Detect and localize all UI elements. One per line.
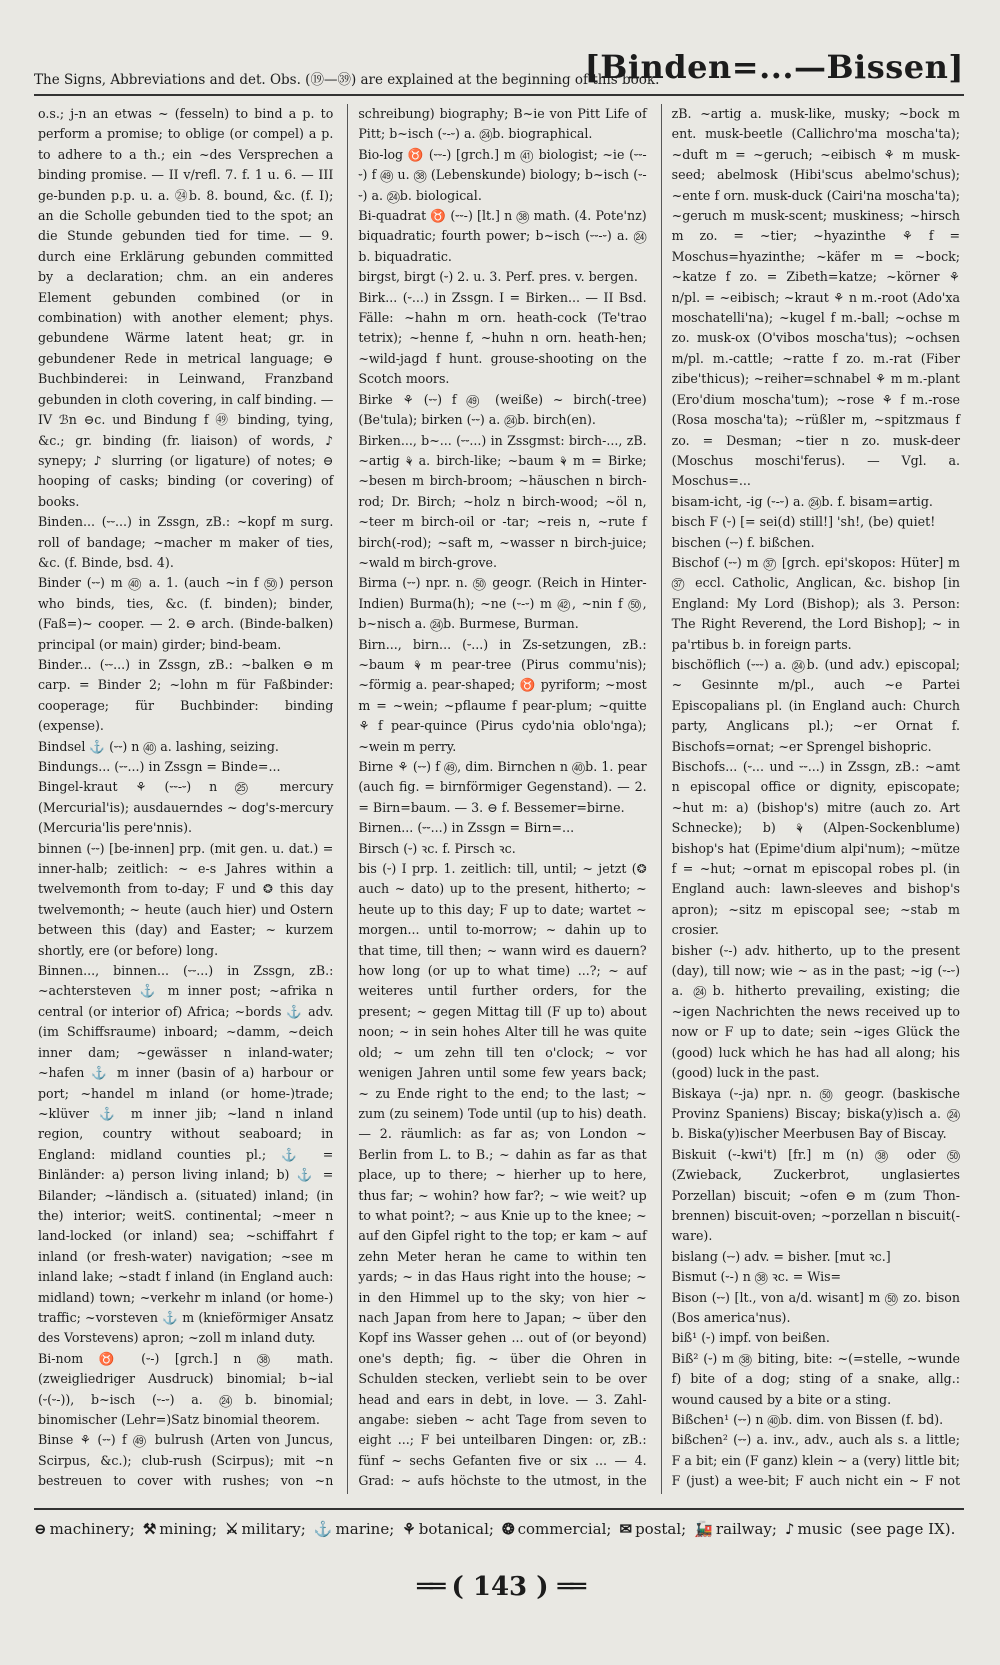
music-icon: ♪ [784,1520,795,1538]
dictionary-entry: Binder (⏑⏑) m ㊵ a. 1. (auch ~in f ㊿) person who binds, ties, &c. (f. binden); binder, (Faß=)~ cooper. — 2. ⊖ arch. (Binde-balken) principal (or main) girder; bind-beam. [38,575,334,652]
dictionary-entry: bischen (⏑⏑) f. bißchen. [671,534,815,550]
legend-item [785,1520,842,1538]
column-left [34,104,337,1494]
legend-item [34,1520,135,1538]
dictionary-entry: bißchen² (⏑⏑) a. inv., adv., auch als s. a little; F a bit; ein (F ganz) klein ~ a (very) little bit; F (just) a wee-bit; F auch nicht ein ~ F not [671,1432,960,1489]
dictionary-entry: Bindsel ⚓ (⏑⏑) n ㊵ a. lashing, seizing. [38,738,279,754]
legend-label: military; [241,1520,306,1538]
legend-label: (see page IX). [850,1520,956,1538]
marine-icon: ⚓ [313,1520,333,1538]
ornament-right: ══ [557,1572,583,1602]
legend-label: mining; [159,1520,218,1538]
legend-label: machinery; [49,1520,135,1538]
dictionary-entry: Biß² (⏑) m ㊳ biting, bite: ~(=stelle, ~wunde f) bite of a dog; sting of a snake, allg.: wound caused by a bite or a sting. [671,1350,960,1407]
column-middle [347,104,650,1494]
dictionary-entry: Birn..., birn... (⏑...) in Zs-setzungen, zB.: ~baum ⚘ m pear-tree (Pirus commu'nis); ~förmig a. pear-shaped; ♉ pyriform; ~most m = ~wein; ~pflaume f pear-plum; ~quitte ⚘ f pear-quince (Pirus cydo'nia oblo'nga); ~wein m perry. [358,636,647,754]
page-number: 143 [472,1572,528,1602]
dictionary-entry: Bismut (⏑-) n ㊳ ꝛc. = Wis= [671,1269,842,1285]
legend-item [694,1520,777,1538]
abbreviations-note: The Signs, Abbreviations and det. Obs. (⑲—㊴) are explained at the beginning of this book. [34,72,660,88]
dictionary-entry: Binnen..., binnen... (⏑⏑...) in Zssgn, zB.: ~achtersteven ⚓ m inner post; ~afrika n central (or interior of) Africa; ~bords ⚓ adv. (im Schiffsraume) inboard; ~damm, ~deich inner dam; ~gewässer n inland-water; ~hafen ⚓ m inner (basin of a) harbour or port; ~handel m inland (or home-)trade; ~klüver ⚓ m inner jib; ~land n inland region, country without seaboard; in England: midland counties pl.; ⚓ = Binländer: a) person living inland; b) ⚓ = Bilander; ~ländisch a. (situated) inland; (in the) interior; weitS. continental; ~meer n land-locked (or inland) sea; ~schiffahrt f inland (or fresh-water) navigation; ~see m inland lake; ~stadt f inland (in England auch: midland) town; ~verkehr m inland (or home-) traffic; ~vorsteven ⚓ m (knieförmiger Ansatz des Vorstevens) apron; ~zoll m inland duty. [38,963,334,1346]
dictionary-entry: Biskuit (⏑-kwi't) [fr.] m (n) ㊳ oder ㊿ (Zwieback, Zuckerbrot, unglasiertes Porzellan) biscuit; ~ofen ⊖ m (zum Thon-brennen) biscuit-oven; ~porzellan n biscuit(-ware). [671,1146,960,1244]
dictionary-entry: Birken..., b~... (⏑⏑...) in Zssgmst: birch-..., zB. ~artig ⚘ a. birch-like; ~baum ⚘ m = Birke; ~besen m birch-broom; ~häuschen n birch-rod; Dr. Birch; ~holz n birch-wood; ~öl n, ~teer m birch-oil or -tar; ~reis n, ~rute f birch(-rod); ~saft m, ~wasser n birch-juice; ~wald m birch-grove. [358,432,647,570]
dictionary-entry: binnen (⏑⏑) [be-innen] prp. (mit gen. u. dat.) = inner-halb; zeitlich: ~ e-s Jahres within a twelvemonth from to-day; F und ❂ this day twelvemonth; ~ heute (auch hier) und Ostern between this (day) and Easter; ~ kurzem shortly, ere (or before) long. [38,840,334,958]
dictionary-entry: birgst, birgt (⏑) 2. u. 3. Perf. pres. v. bergen. [358,269,638,285]
dictionary-entry: o.s.; j-n an etwas ~ (fesseln) to bind a p. to perform a promise; to oblige (or compel) a p. to adhere to a th.; ein ~des Versprechen a binding promise. — II v/refl. 7. f. 1 u. 6. — III ge-bunden p.p. u. a. ㉔b. 8. bound, &c. (f. I); an die Scholle gebunden tied to the spot; an die Stunde gebunden tied for time. — 9. durch eine Erklärung gebunden committed by a declaration; chm. an ein anderes Element gebunden combined (or in combination) with another element; phys. gebundene Wärme latent heat; gr. in gebundener Rede in metrical language; ⊖ Buchbinderei: in Leinwand, Franzband gebunden in cloth covering, in calf binding. — IV ℬn ⊖c. und Bindung f ㊾ binding, tying, &c.; gr. binding (fr. liaison) of words, ♪ synepy; ♪ slurring (or ligature) of notes; ⊖ hooping of casks; binding (or covering) of books. [38,106,334,509]
legend-label: commercial; [517,1520,612,1538]
dictionary-entry: Bißchen¹ (⏑⏑) n ㊵b. dim. von Bissen (f. bd). [671,1412,944,1427]
legend-item [502,1520,612,1538]
commercial-icon: ❂ [501,1520,515,1538]
legend-item [619,1520,686,1538]
page-header [34,38,964,96]
dictionary-entry: Bindungs... (⏑⏑...) in Zssgn = Binde=... [38,759,281,774]
dictionary-entry: bisher (⏑-) adv. hitherto, up to the present (day), till now; wie ~ as in the past; ~ig (⏑-⏑) a. ㉔b. hitherto prevailing, existing; die ~igen Nachrichten the news received up to now or F up to date; sein ~iges Glück the (good) luck which he has had all along; his (good) luck in the past. [671,942,960,1081]
legend-item [225,1520,306,1538]
dictionary-entry: Binse ⚘ (⏑⏑) f ㊾ bulrush (Arten von Juncus, Scirpus, &c.); club-rush (Scirpus); mit ~n bestreuen to cover with rushes; von ~n [38,1432,334,1489]
dictionary-entry: bislang (⏑⏑) adv. = bisher. [mut ꝛc.] [671,1248,891,1264]
legend-item [143,1520,217,1538]
botanical-icon: ⚘ [402,1520,416,1538]
postal-icon: ✉ [619,1520,633,1538]
ornament-left: ══ [417,1572,443,1602]
dictionary-entry: Birma (⏑⏑) npr. n. ㊿ geogr. (Reich in Hinter-Indien) Burma(h); ~ne (⏑-⏑) m ㊷, ~nin f ㊿, b~nisch a. ㉔b. Burmese, Burman. [358,575,647,632]
legend-label: railway; [715,1520,777,1538]
running-title: [Binden=...—Bissen] [584,48,964,86]
dictionary-entry: Birnen... (⏑⏑...) in Zssgn = Birn=... [358,820,575,836]
dictionary-entry: schreibung) biography; B~ie von Pitt Life of Pitt; b~isch (⏑-⏑) a. ㉔b. biographical. [358,106,647,142]
legend-item [850,1520,955,1538]
dictionary-entry: Bischofs... (⏑... und ⏑⏑...) in Zssgn, zB.: ~amt n episcopal office or dignity, episcopate; ~hut m: a) (bishop's) mitre (auch zo. Art Schnecke); b) ⚘ (Alpen-Sockenblume) bishop's hat (Epime'dium alpi'num); ~mütze f = ~hut; ~ornat m episcopal robes pl. (in England auch: lawn-sleeves and bishop's apron); ~sitz m episcopal see; ~stab m crosier. [671,759,960,938]
dictionary-entry: bis (⏑) I prp. 1. zeitlich: till, until; ~ jetzt (❂ auch ~ dato) up to the present, hitherto; ~ heute up to this day; F up to date; wartet ~ morgen... until to-morrow; ~ dahin up to that time, till then; ~ wann wird es dauern? how long (or up to what time) ...?; ~ auf weiteres until further orders, for the present; ~ gegen Mittag till (F up to) about noon; ~ in sein hohes Alter till he was quite old; ~ um zehn till ten o'clock; ~ vor wenigen Jahren until some few years back; ~ zu Ende right to the end; to the last; ~ zum (zu seinem) Tode until (up to his) death. — 2. räumlich: as far as; von London ~ Berlin from L. to B.; ~ dahin as far as that place, up to there; ~ hierher up to here, thus far; ~ wohin? how far?; ~ wie weit? up to what point?; ~ aus Knie up to the knee; ~ auf den Gipfel right to the top; er kam ~ auf zehn Meter heran he came to within ten yards; ~ in das Haus right into the house; ~ in den Himmel up to the sky; von hier ~ nach Japan from here to Japan; ~ über den Kopf ins Wasser gehen ... out of (or beyond) one's depth; fig. ~ über die Ohren in Schulden stecken, verliebt sein to be over head and ears in debt, in love. — 3. Zahl-angabe: sieben ~ acht Tage from seven to eight ...; F bei unteilbaren Dingen: or, zB.: fünf ~ sechs Gefanten five or six ... — 4. Grad: ~ aufs höchste to the utmost, in the [358,861,647,1489]
legend-item [314,1520,394,1538]
dictionary-entry: Biskaya (⏑-ja) npr. n. ㊿ geogr. (baskische Provinz Spaniens) Biscay; biska(y)isch a. ㉔b. Biska(y)ischer Meerbusen Bay of Biscay. [671,1085,960,1142]
dictionary-entry: Binder... (⏑⏑...) in Zssgn, zB.: ~balken ⊖ m carp. = Binder 2; ~lohn m für Faßbinder: cooperage; für Buchbinder: binding (expense). [38,656,334,734]
railway-icon: 🚂 [694,1520,713,1538]
dictionary-entry: zB. ~artig a. musk-like, musky; ~bock m ent. musk-beetle (Callichro'ma moscha'ta); ~duft m = ~geruch; ~eibisch ⚘ m musk-seed; abelmosk (Hibi'scus abelmo'schus); ~ente f orn. musk-duck (Cairi'na moscha'ta); ~geruch m musk-scent; muskiness; ~hirsch m zo. = ~tier; ~hyazinthe ⚘ f = Moschus=hyazinthe; ~käfer m = ~bock; ~katze f zo. = Zibeth=katze; ~körner ⚘ n/pl. = ~eibisch; ~kraut ⚘ n m.-root (Ado'xa moschatelli'na); ~kugel f m.-ball; ~ochse m zo. musk-ox (O'vibos moscha'tus); ~ochsen m/pl. m.-cattle; ~ratte f zo. m.-rat (Fiber zibe'thicus); ~reiher=schnabel ⚘ m m.-plant (Ero'dium moscha'tum); ~rose ⚘ f m.-rose (Rosa moscha'ta); ~rüßler m, ~spitzmaus f zo. = Desman; ~tier n zo. musk-deer (Moschus moschi'ferus). — Vgl. a. Moschus=... [671,106,960,489]
dictionary-entry: Bingel-kraut ⚘ (⏑⏑-⏑) n ㉕ mercury (Mercurial'is); ausdauerndes ~ dog's-mercury (Mercuria'lis pere'nnis). [38,779,334,836]
dictionary-columns [34,104,964,1494]
legend-label: postal; [635,1520,687,1538]
dictionary-entry: Bischof (⏑⏑) m ㊲ [grch. epi'skopos: Hüter] m ㊲ eccl. Catholic, Anglican, &c. bishop [in England: My Lord (Bishop); als 3. Person: The Right Reverend, the Lord Bishop]; ~ in pa'rtibus b. in foreign parts. [671,554,960,652]
legend-label: marine; [335,1520,395,1538]
dictionary-entry: Bi-quadrat ♉ (⏑⏑-) [lt.] n ㊳ math. (4. Pote'nz) biquadratic; fourth power; b~isch (⏑⏑-⏑) a. ㉔b. biquadratic. [358,208,647,264]
dictionary-entry: bisch F (⏑) [= sei(d) still!] 'sh!, (be) quiet! [671,514,936,530]
dictionary-entry: Birsch (⏑) ꝛc. f. Pirsch ꝛc. [358,840,516,856]
legend-label: botanical; [418,1520,494,1538]
machinery-icon: ⊖ [34,1520,47,1538]
page-number-close: ) [536,1572,549,1602]
dictionary-entry: Birke ⚘ (⏑⏑) f ㊾ (weiße) ~ birch(-tree) (Be'tula); birken (⏑⏑) a. ㉔b. birch(en). [358,391,647,428]
military-icon: ⚔ [225,1520,239,1538]
column-right [661,104,964,1494]
dictionary-entry: Bi-nom ♉ (⏑-) [grch.] n ㊳ math. (zweigliedriger Ausdruck) binomial; b~ial (⏑(⏑-)), b~isch (⏑-⏑) a. ㉔b. binomial; binomischer (Lehr=)Satz binomial theorem. [38,1350,334,1427]
dictionary-entry: Birne ⚘ (⏑⏑) f ㊾, dim. Birnchen n ㊵b. 1. pear (auch fig. = birnförmiger Gegenstand). — 2. = Birn=baum. — 3. ⊖ f. Bessemer=birne. [358,759,647,815]
dictionary-entry: Bio-log ♉ (⏑⏑-) [grch.] m ㊶ biologist; ~ie (⏑⏑-⏑) f ㊾ u. ㊳ (Lebenskunde) biology; b~isch (⏑-⏑) a. ㉔b. biological. [358,146,647,203]
legend-label: music [797,1520,843,1538]
page-number-line [0,1572,1000,1602]
dictionary-entry: Birk... (⏑...) in Zssgn. I = Birken... — II Bsd. Fälle: ~hahn m orn. heath-cock (Te'trao tetrix); ~henne f, ~huhn n orn. heath-hen; ~wild-jagd f hunt. grouse-shooting on the Scotch moors. [358,289,647,387]
page-number-open: ( [451,1572,464,1602]
mining-icon: ⚒ [142,1520,157,1538]
legend-item [402,1520,494,1538]
dictionary-entry: bisam-icht, -ig (⏑-⏑) a. ㉔b. f. bisam=artig. [671,493,933,509]
dictionary-entry: Binden... (⏑⏑...) in Zssgn, zB.: ~kopf m surg. roll of bandage; ~macher m maker of ties, &c. (f. Binde, bsd. 4). [38,514,334,570]
dictionary-entry: Bison (⏑⏑) [lt., von a/d. wisant] m ㊿ zo. bison (Bos america'nus). [671,1289,960,1325]
symbol-legend [34,1508,964,1538]
dictionary-entry: biß¹ (⏑) impf. von beißen. [671,1330,830,1346]
dictionary-entry: bischöflich (⏑⏑⏑) a. ㉔b. (und adv.) episcopal; ~ Gesinnte m/pl., auch ~e Partei Episcopalians pl. (in England auch: Church party, Anglicans pl.); ~er Ornat f. Bischofs=ornat; ~er Sprengel bishopric. [671,656,960,754]
